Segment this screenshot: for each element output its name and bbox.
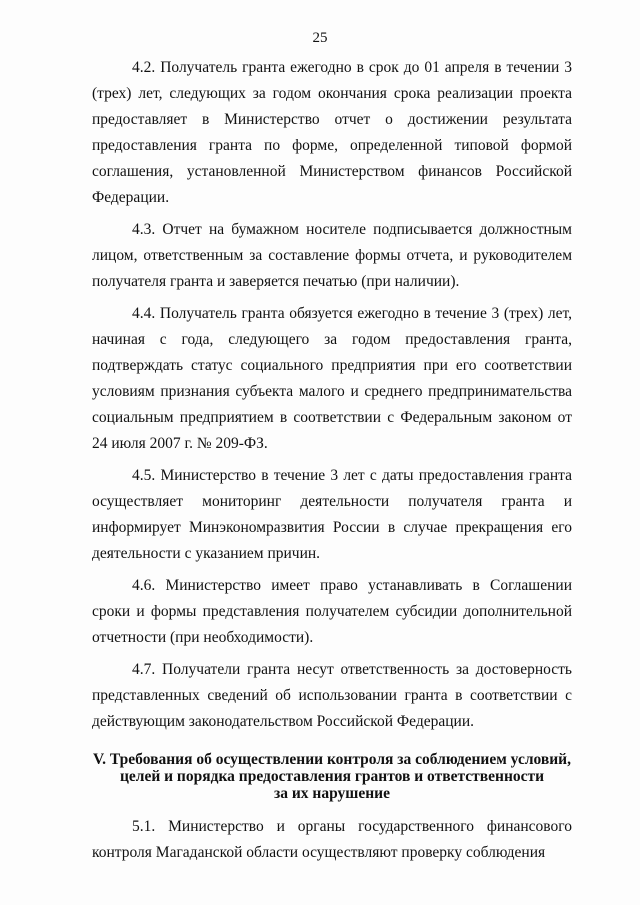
page-number: 25 bbox=[312, 30, 328, 46]
section-heading-line-2: целей и порядка предоставления грантов и ответственности bbox=[119, 768, 545, 785]
paragraph-5-1: 5.1. Министерство и органы государственного финансового контроля Магаданской области осуществляют проверку соблюдения bbox=[92, 818, 572, 861]
paragraph-4-7: 4.7. Получатели гранта несут ответственность за достоверность представленных сведений об использовании гранта в соответствии с действующим законодательством Российской Федерации. bbox=[92, 661, 572, 730]
paragraph-4-5: 4.5. Министерство в течение 3 лет с даты предоставления гранта осуществляет мониторинг деятельности получателя гранта и информирует Минэкономразвития России в случае прекращения его деятельности с указанием причин. bbox=[92, 467, 572, 562]
paragraph-4-4: 4.4. Получатель гранта обязуется ежегодно в течение 3 (трех) лет, начиная с года, следующего за годом предоставления гранта, подтверждать статус социального предприятия при его соответствии условиям признания субъекта малого и среднего предпринимательства социальным предприятием в соответствии с Федеральным законом от 24 июля 2007 г. № 209-ФЗ. bbox=[92, 305, 572, 452]
section-heading-line-1: V. Требования об осуществлении контроля за соблюдением условий, bbox=[92, 751, 571, 768]
section-heading bbox=[92, 751, 572, 802]
document-body bbox=[92, 55, 572, 872]
paragraph-4-3: 4.3. Отчет на бумажном носителе подписывается должностным лицом, ответственным за составление формы отчета, и руководителем получателя гранта и заверяется печатью (при наличии). bbox=[92, 221, 572, 290]
paragraph-4-6: 4.6. Министерство имеет право устанавливать в Соглашении сроки и формы представления получателем субсидии дополнительной отчетности (при необходимости). bbox=[92, 577, 572, 646]
section-heading-line-3: за их нарушение bbox=[274, 785, 390, 802]
paragraph-4-2: 4.2. Получатель гранта ежегодно в срок до 01 апреля в течении 3 (трех) лет, следующих за годом окончания срока реализации проекта предоставляет в Министерство отчет о достижении результата предоставления гранта по форме, определенной типовой формой соглашения, установленной Министерством финансов Российской Федерации. bbox=[92, 59, 572, 206]
